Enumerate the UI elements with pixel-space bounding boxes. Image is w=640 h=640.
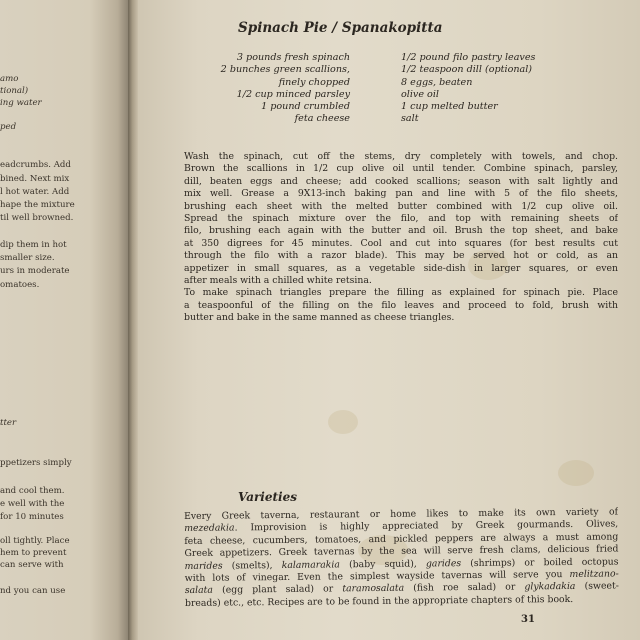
ingredient: 1 cup melted butter (401, 101, 498, 113)
left-page-line: l hot water. Add (0, 187, 70, 197)
instruction-line: Wash the spinach, cut off the stems, dry completely with towels, and chop. (184, 151, 618, 162)
ingredient: 3 pounds fresh spinach (236, 52, 350, 63)
ingredient: salt (401, 113, 419, 125)
page-stain (328, 410, 358, 434)
ingredient: 1 pound crumbled (261, 101, 350, 113)
ingredients-left-column (178, 52, 350, 126)
ingredient: 1/2 cup minced parsley (236, 88, 350, 100)
left-page-line: e well with the (0, 499, 65, 509)
left-page-line: bined. Next mix (0, 174, 70, 184)
varieties-line: Greek appetizers. Greek tavernas by the sea will serve fresh clams, delicious fried (184, 543, 619, 560)
ingredients-right-column (401, 52, 601, 126)
left-page-line: eadcrumbs. Add (0, 160, 71, 170)
ingredient: olive oil (401, 88, 439, 100)
instruction-line: mix well. Grease a 9X13-inch baking pan and line with 5 of the filo sheets, (184, 188, 618, 200)
page-number: 31 (521, 614, 535, 625)
instruction-line: through the filo with a razor blade). This may be served hot or cold, as an (184, 250, 618, 262)
varieties-line: marides (smelts), kalamarakia (baby squid), garides (shrimps) or boiled octopus (184, 556, 619, 572)
ingredient: 8 eggs, beaten (401, 76, 473, 88)
ingredient: 1/2 pound filo pastry leaves (401, 52, 536, 63)
left-page-line: for 10 minutes (0, 512, 64, 522)
ingredient: feta cheese (294, 113, 350, 125)
recipe-instructions (184, 151, 618, 324)
varieties-line: salata (egg plant salad) or taramosalata (fish roe salad) or glykadakia (sweet- (184, 580, 619, 597)
instruction-line: brushing each sheet with the melted butter combined with 1/2 cup olive oil. (184, 200, 618, 212)
left-page-line: til well browned. (0, 213, 74, 223)
instruction-line: Brown the scallions in 1/2 cup olive oil until tender. Combine spinach, parsley, (184, 163, 618, 175)
left-page-line: ing water (0, 98, 42, 108)
left-page-line: ppetizers simply (0, 458, 72, 468)
left-page-line: nd you can use (0, 586, 66, 596)
left-page-line: amo (0, 74, 19, 84)
varieties-line: breads) etc., etc. Recipes are to be found in the appropriate chapters of this book. (184, 593, 574, 609)
left-page-line: oll tightly. Place (0, 536, 70, 546)
recipe-title: Spinach Pie / Spanakopitta (238, 20, 443, 36)
ingredient: 2 bunches green scallions, (220, 64, 350, 76)
left-page-line: urs in moderate (0, 266, 70, 276)
varieties-line: feta cheese, cucumbers, tomatoes, and pickled peppers are always a must among (184, 531, 619, 547)
varieties-line: Every Greek taverna, restaurant or home likes to make its own variety of (184, 506, 619, 522)
left-page-line: hem to prevent (0, 548, 67, 558)
left-page-line: dip them in hot (0, 240, 67, 250)
right-page (138, 0, 640, 640)
varieties-heading: Varieties (238, 490, 297, 504)
left-page-line: ped (0, 122, 17, 132)
left-page-line: tional) (0, 86, 29, 96)
left-page-line: tter (0, 418, 17, 428)
varieties-text (184, 506, 619, 610)
instruction-line: a teaspoonful of the filling on the filo leaves and proceed to fold, brush with (184, 299, 618, 311)
instruction-line: filo, brushing each again with the butter and oil. Brush the top sheet, and bake (184, 225, 618, 237)
varieties-line: mezedakia. Improvision is highly appreciated by Greek gourmands. Olives, (184, 518, 619, 535)
instruction-line: at 350 digrees for 45 minutes. Cool and cut into squares (for best results cut (184, 237, 618, 249)
left-page-line: hape the mixture (0, 200, 75, 210)
ingredient: 1/2 teaspoon dill (optional) (401, 64, 533, 76)
left-page-line: can serve with (0, 560, 64, 570)
left-page-line: omatoes. (0, 280, 40, 290)
left-page (0, 0, 128, 640)
book-spine (128, 0, 138, 640)
instruction-line: Spread the spinach mixture over the filo, and top with remaining sheets of (184, 212, 618, 224)
ingredient: finely chopped (278, 76, 350, 88)
instruction-line: after meals with a chilled white retsina. (184, 274, 372, 286)
instruction-line: butter and bake in the same manned as cheese triangles. (184, 312, 455, 324)
left-page-line: and cool them. (0, 486, 65, 496)
varieties-line: with lots of vinegar. Even the simplest wayside tavernas will serve you melitzano- (184, 568, 619, 584)
instruction-line: To make spinach triangles prepare the filling as explained for spinach pie. Place (184, 287, 618, 299)
instruction-line: dill, beaten eggs and cheese; add cooked scallions; season with salt lightly and (184, 175, 618, 187)
instruction-line: appetizer in small squares, as a vegetable side-dish in larger squares, or even (184, 262, 618, 274)
left-page-line: smaller size. (0, 253, 55, 263)
page-stain (558, 460, 594, 486)
